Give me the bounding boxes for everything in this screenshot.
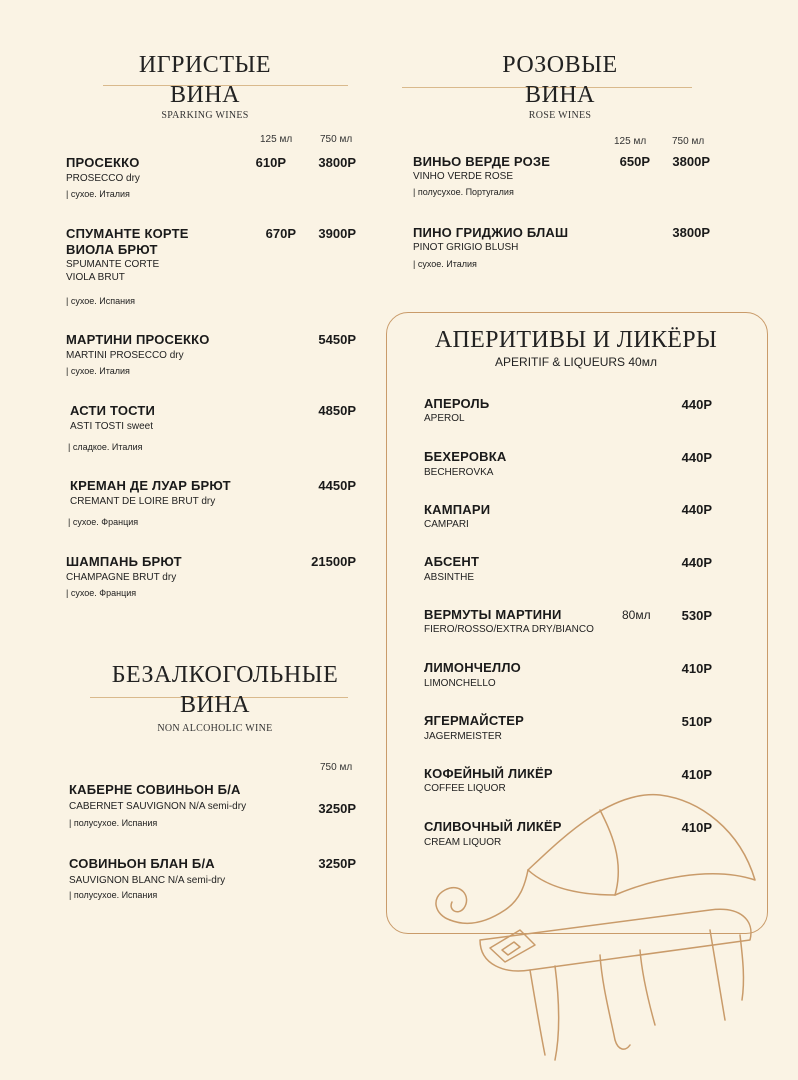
aperitif-item-name: КОФЕЙНЫЙ ЛИКЁР: [424, 766, 553, 781]
sparkling-item-orig-line2: VIOLA BRUT: [66, 272, 125, 283]
sparkling-item-price-125: 610Р: [255, 155, 286, 170]
sparkling-item-desc: | сухое. Италия: [66, 366, 130, 376]
nonalc-item-desc: | полусухое. Испания: [69, 818, 158, 828]
sparkling-item-orig: ASTI TOSTI sweet: [70, 421, 153, 432]
aperitif-item-orig: APEROL: [424, 413, 465, 424]
aperitif-item-price: 440Р: [681, 502, 712, 517]
sparkling-vol-750: 750 мл: [320, 134, 353, 145]
nonalc-item-price: 3250Р: [318, 856, 356, 871]
sparkling-item-orig-line1: SPUMANTE CORTE: [66, 259, 160, 270]
sparkling-item-desc: | сухое. Италия: [66, 189, 130, 199]
sparkling-item-name: ШАМПАНЬ БРЮТ: [66, 554, 182, 569]
nonalc-item-name: СОВИНЬОН БЛАН Б/А: [69, 856, 215, 871]
aperitif-item-orig: COFFEE LIQUOR: [424, 783, 506, 794]
aperitif-item-price: 510Р: [681, 714, 712, 729]
rose-vol-750: 750 мл: [672, 136, 705, 147]
aperitif-subtitle: APERITIF & LIQUEURS 40мл: [495, 355, 657, 369]
nonalc-vol-750: 750 мл: [320, 762, 353, 773]
sparkling-item-orig: PROSECCO dry: [66, 173, 140, 184]
aperitif-item-name: КАМПАРИ: [424, 502, 491, 517]
aperitif-title: АПЕРИТИВЫ И ЛИКЁРЫ: [434, 327, 718, 353]
rose-item-price-750: 3800Р: [672, 225, 710, 240]
piano-illustration-icon: [410, 770, 770, 1070]
aperitif-item-name: АПЕРОЛЬ: [424, 396, 490, 411]
sparkling-item-name-line2: ВИОЛА БРЮТ: [66, 242, 158, 257]
rose-item-name: ПИНО ГРИДЖИО БЛАШ: [413, 225, 569, 240]
nonalc-item-orig: SAUVIGNON BLANC N/A semi-dry: [69, 875, 226, 886]
nonalc-item-orig: CABERNET SAUVIGNON N/A semi-dry: [69, 801, 247, 812]
nonalc-title-line2: ВИНА: [179, 692, 250, 718]
sparkling-subtitle: SPARKING WINES: [161, 110, 249, 121]
aperitif-item-price: 410Р: [681, 767, 712, 782]
sparkling-item-desc: | сладкое. Италия: [68, 442, 143, 452]
rose-vol-125: 125 мл: [614, 136, 647, 147]
aperitif-item-orig: FIERO/ROSSO/EXTRA DRY/BIANCO: [424, 624, 594, 635]
nonalc-subtitle: NON ALCOHOLIC WINE: [157, 723, 273, 734]
nonalc-item-name: КАБЕРНЕ СОВИНЬОН Б/А: [69, 782, 241, 797]
rose-title-line1: РОЗОВЫЕ: [502, 52, 618, 78]
rose-item-desc: | сухое. Италия: [413, 259, 477, 269]
rose-subtitle: ROSE WINES: [528, 110, 592, 121]
aperitif-item-name: АБСЕНТ: [424, 554, 480, 569]
aperitif-item-name: БЕХЕРОВКА: [424, 449, 507, 464]
sparkling-item-price-750: 3900Р: [318, 226, 356, 241]
aperitif-item-price: 440Р: [681, 555, 712, 570]
sparkling-item-price-750: 4850Р: [318, 403, 356, 418]
aperitif-item-price: 440Р: [681, 397, 712, 412]
sparkling-item-orig: CREMANT DE LOIRE BRUT dry: [70, 496, 216, 507]
aperitif-item-orig: LIMONCHELLO: [424, 678, 496, 689]
sparkling-item-name: МАРТИНИ ПРОСЕККО: [66, 332, 210, 347]
aperitif-item-price: 530Р: [681, 608, 712, 623]
sparkling-item-desc: | сухое. Франция: [68, 517, 139, 527]
sparkling-item-price-750: 21500Р: [311, 554, 356, 569]
sparkling-vol-125: 125 мл: [260, 134, 293, 145]
nonalc-item-price: 3250Р: [318, 801, 356, 816]
rose-item-price-125: 650Р: [619, 154, 650, 169]
aperitif-item-orig: CAMPARI: [424, 519, 469, 530]
sparkling-item-price-125: 670Р: [265, 226, 296, 241]
aperitif-item-name: СЛИВОЧНЫЙ ЛИКЁР: [424, 819, 562, 834]
aperitif-item-price: 410Р: [681, 661, 712, 676]
sparkling-item-orig: MARTINI PROSECCO dry: [66, 350, 184, 361]
rose-item-name: ВИНЬО ВЕРДЕ РОЗЕ: [413, 154, 551, 169]
nonalc-item-desc: | полусухое. Испания: [69, 890, 158, 900]
nonalc-title-line1: БЕЗАЛКОГОЛЬНЫЕ: [111, 662, 339, 688]
sparkling-title-line1: ИГРИСТЫЕ: [138, 52, 272, 78]
sparkling-item-name: АСТИ ТОСТИ: [70, 403, 156, 418]
sparkling-item-name-line1: СПУМАНТЕ КОРТЕ: [66, 226, 189, 241]
rose-item-desc: | полусухое. Португалия: [413, 187, 514, 197]
sparkling-item-price-750: 3800Р: [318, 155, 356, 170]
rose-item-price-750: 3800Р: [672, 154, 710, 169]
aperitif-item-price: 440Р: [681, 450, 712, 465]
sparkling-title-line2: ВИНА: [169, 82, 240, 108]
sparkling-item-price-750: 5450Р: [318, 332, 356, 347]
rose-title-line2: ВИНА: [524, 82, 595, 108]
aperitif-item-price: 410Р: [681, 820, 712, 835]
sparkling-item-desc: | сухое. Франция: [66, 588, 137, 598]
aperitif-item-orig: CREAM LIQUOR: [424, 837, 502, 848]
rose-item-orig: PINOT GRIGIO BLUSH: [413, 242, 519, 253]
sparkling-item-name: КРЕМАН ДЕ ЛУАР БРЮТ: [70, 478, 231, 493]
sparkling-item-desc: | сухое. Испания: [66, 296, 135, 306]
aperitif-item-name: ЛИМОНЧЕЛЛО: [424, 660, 521, 675]
rose-item-orig: VINHO VERDE ROSE: [413, 171, 514, 182]
sparkling-item-orig: CHAMPAGNE BRUT dry: [66, 572, 177, 583]
aperitif-item-orig: JAGERMEISTER: [424, 731, 502, 742]
sparkling-item-price-750: 4450Р: [318, 478, 356, 493]
aperitif-item-orig: ABSINTHE: [424, 572, 475, 583]
aperitif-item-name: ВЕРМУТЫ МАРТИНИ: [424, 607, 562, 622]
aperitif-item-volume: 80мл: [622, 608, 651, 622]
aperitif-item-name: ЯГЕРМАЙСТЕР: [424, 713, 524, 728]
aperitif-item-orig: BECHEROVKA: [424, 467, 494, 478]
sparkling-item-name: ПРОСЕККО: [66, 155, 140, 170]
